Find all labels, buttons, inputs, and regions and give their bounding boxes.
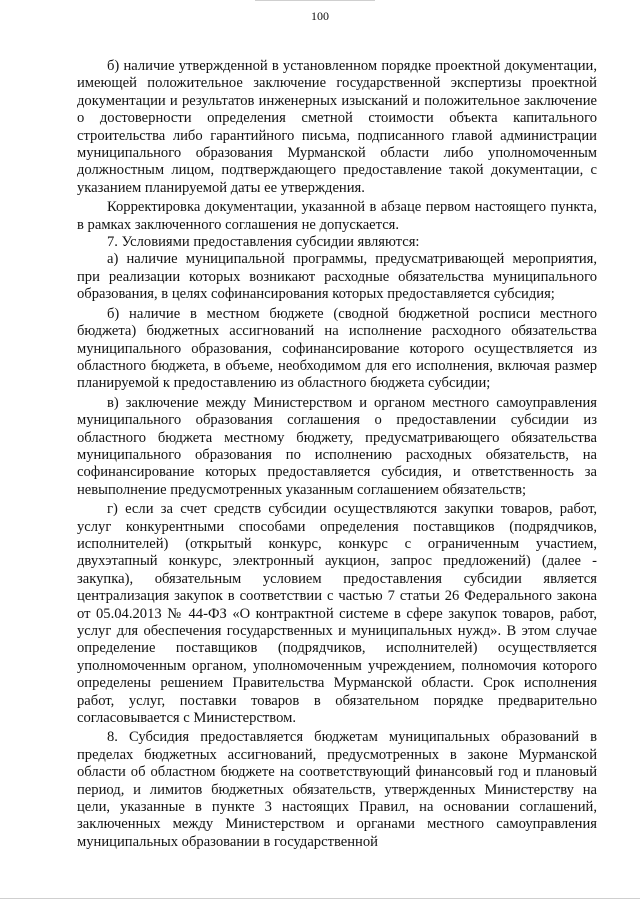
paragraph-8: 8. Субсидия предоставляется бюджетам муниципальных образований в пределах бюджетных ассигнований, предусмотренных в законе Мурманской области об областном бюджете на соответствующий финансовый год и плановый период, и лимитов бюджетных обязательств, утвержденных Министерству на цели, указанные в пункте 3 настоящих Правил, на основании соглашений, заключенных между Министерством и органами местного самоуправления муниципальных образовании в государственной <box>77 729 597 850</box>
paragraph-7b: б) наличие в местном бюджете (сводной бюджетной росписи местного бюджета) бюджетных ассигнований на исполнение расходного обязательства муниципального образования, софинансирование которого осуществляется из областного бюджета, в объеме, необходимом для его исполнения, включая размер планируемой к предоставлению из областного бюджета субсидии; <box>77 305 597 392</box>
paragraph-7-heading: 7. Условиями предоставления субсидии являются: <box>107 234 420 251</box>
scan-edge-mark <box>255 0 375 1</box>
paragraph-7a: а) наличие муниципальной программы, предусматривающей мероприятия, при реализации которых возникают расходные обязательства муниципального образования, в целях софинансирования которых предоставляется субсидия; <box>77 251 597 303</box>
paragraph-7v: в) заключение между Министерством и органом местного самоуправления муниципального образования соглашения о предоставлении субсидии из областного бюджета местному бюджету, предусматривающего обязательства муниципального образования по исполнению расходных обязательств, на софинансирование которых предоставляется субсидия, и ответственность за невыполнение предусмотренных указанным соглашением обязательств; <box>77 394 597 498</box>
paragraph-correction: Корректировка документации, указанной в абзаце первом настоящего пункта, в рамках заключенного соглашения не допускается. <box>77 199 597 233</box>
page-number: 100 <box>311 9 329 23</box>
document-body <box>77 58 597 851</box>
paragraph-b-project-docs: б) наличие утвержденной в установленном порядке проектной документации, имеющей положительное заключение государственной экспертизы проектной документации и результатов инженерных изысканий и положительное заключение о достоверности определения сметной стоимости объекта капитального строительства либо гарантийного письма, подписанного главой администрации муниципального образования Мурманской области либо уполномоченным должностным лицом, подтверждающего предоставление такой документации, с указанием планируемой даты ее утверждения. <box>77 58 597 196</box>
paragraph-7g: г) если за счет средств субсидии осуществляются закупки товаров, работ, услуг конкурентными способами определения поставщиков (подрядчиков, исполнителей) (открытый конкурс, конкурс с ограниченным участием, двухэтапный конкурс, электронный аукцион, запрос предложений) (далее - закупка), обязательным условием предоставления субсидии является централизация закупок в соответствии с частью 7 статьи 26 Федерального закона от 05.04.2013 № 44-ФЗ «О контрактной системе в сфере закупок товаров, работ, услуг для обеспечения государственных и муниципальных нужд». В этом случае определение поставщиков (подрядчиков, исполнителей) осуществляется уполномоченным органом, уполномоченным учреждением, полномочия которого определены решением Правительства Мурманской области. Срок исполнения работ, услуг, поставки товаров в обязательном порядке предварительно согласовывается с Министерством. <box>77 501 597 727</box>
scan-edge-mark <box>0 898 640 899</box>
